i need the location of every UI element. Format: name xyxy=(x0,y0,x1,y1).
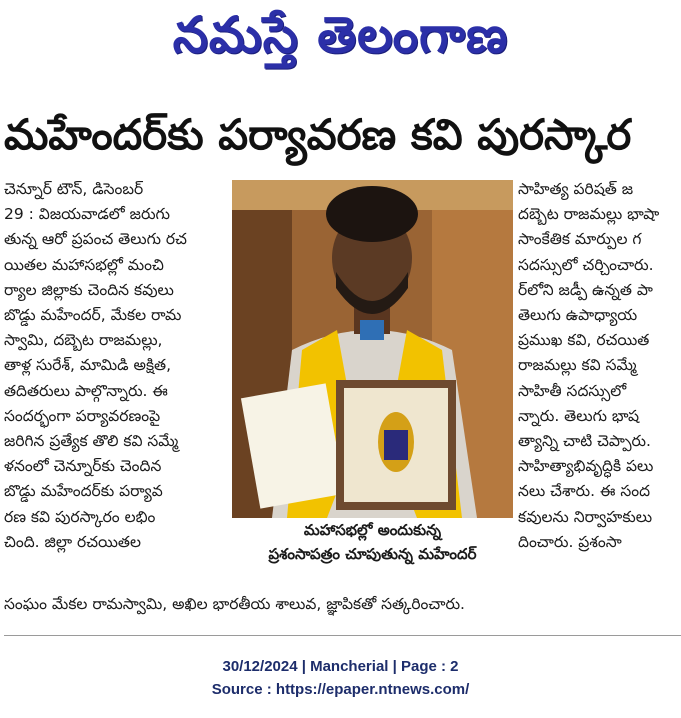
right-line: సాహిత్యాభివృద్ధికి పలు xyxy=(518,457,654,476)
right-line: సాంకేతిక మార్పుల గ xyxy=(518,230,642,249)
photo-caption xyxy=(232,518,513,566)
left-line: తున్న ఆరో ప్రపంచ తెలుగు రచ xyxy=(4,230,187,249)
left-line: రణ కవి పురస్కారం లభిం xyxy=(4,507,156,526)
article-right-column xyxy=(518,177,681,555)
left-line: సందర్భంగా పర్యావరణంపై xyxy=(4,406,161,425)
right-line: దించారు. ప్రశంసా xyxy=(518,532,622,551)
right-line: దబ్బెట రాజమల్లు భాషా xyxy=(518,205,660,224)
right-line: కవులను నిర్వాహకులు xyxy=(518,507,653,526)
left-line: యితల మహాసభల్లో మంచి xyxy=(4,255,164,274)
right-line: తెలుగు ఉపాధ్యాయ xyxy=(518,306,638,325)
article-headline: మహేందర్‌కు పర్యావరణ కవి పురస్కార xyxy=(4,110,632,159)
article-left-column xyxy=(4,177,228,555)
left-line: చెన్నూర్ టౌన్, డిసెంబర్ xyxy=(4,180,144,198)
right-line: న్నారు. తెలుగు భాష xyxy=(518,406,640,425)
right-line: నలు చేశారు. ఈ సంద xyxy=(518,482,651,501)
right-line: ర్‌లోని జడ్పీ ఉన్నత పా xyxy=(518,280,653,299)
right-line: త్యాన్ని చాటి చెప్పారు. xyxy=(518,432,651,451)
right-line: రాజమల్లు కవి సమ్మే xyxy=(518,356,637,375)
photo-illustration xyxy=(232,180,513,518)
footer-source-link[interactable]: Source : https://epaper.ntnews.com/ xyxy=(211,681,470,698)
left-line: స్వామి, దబ్బెట రాజమల్లు, xyxy=(4,331,163,350)
right-line: ప్రముఖ కవి, రచయిత xyxy=(518,331,650,350)
left-line: జరిగిన ప్రత్యేక తొలి కవి సమ్మే xyxy=(4,432,179,451)
left-line: బొడ్డు మహేందర్, మేకల రామ xyxy=(4,306,182,325)
masthead-title: నమస్తే తెలంగాణ xyxy=(172,6,509,64)
masthead xyxy=(0,0,681,90)
left-line: తదితరులు పాల్గొన్నారు. ఈ xyxy=(4,381,168,400)
left-line: ర్యాల జిల్లాకు చెందిన కవులు xyxy=(4,280,174,299)
right-line: సాహితీ సదస్సులో xyxy=(518,381,627,400)
right-line: సదస్సులో చర్చించారు. xyxy=(518,255,654,274)
caption-line: ప్రశంసాపత్రం చూపుతున్న మహేందర్ xyxy=(268,545,477,563)
left-line: చింది. జిల్లా రచయితల xyxy=(4,532,141,551)
left-line: బొడ్డు మహేందర్‌కు పర్యావ xyxy=(4,482,163,501)
caption-line: మహాసభల్లో అందుకున్న xyxy=(303,521,442,539)
man-holding-certificate-photo xyxy=(232,180,513,518)
left-line: తాళ్ల సురేశ్, మామిడి అక్షిత, xyxy=(4,356,172,375)
left-line: 29 : విజయవాడలో జరుగు xyxy=(4,205,170,224)
footer-divider xyxy=(4,635,681,636)
right-line: సాహిత్య పరిషత్ జ xyxy=(518,180,634,198)
left-line: ళనంలో చెన్నూర్‌కు చెందిన xyxy=(4,457,162,476)
article-bottom-line: సంఘం మేకల రామస్వామి, అఖిల భారతీయ శాలువ, జ్ఞాపికతో సత్కరించారు. xyxy=(4,595,465,613)
footer-date-line: 30/12/2024 | Mancherial | Page : 2 xyxy=(222,658,459,675)
